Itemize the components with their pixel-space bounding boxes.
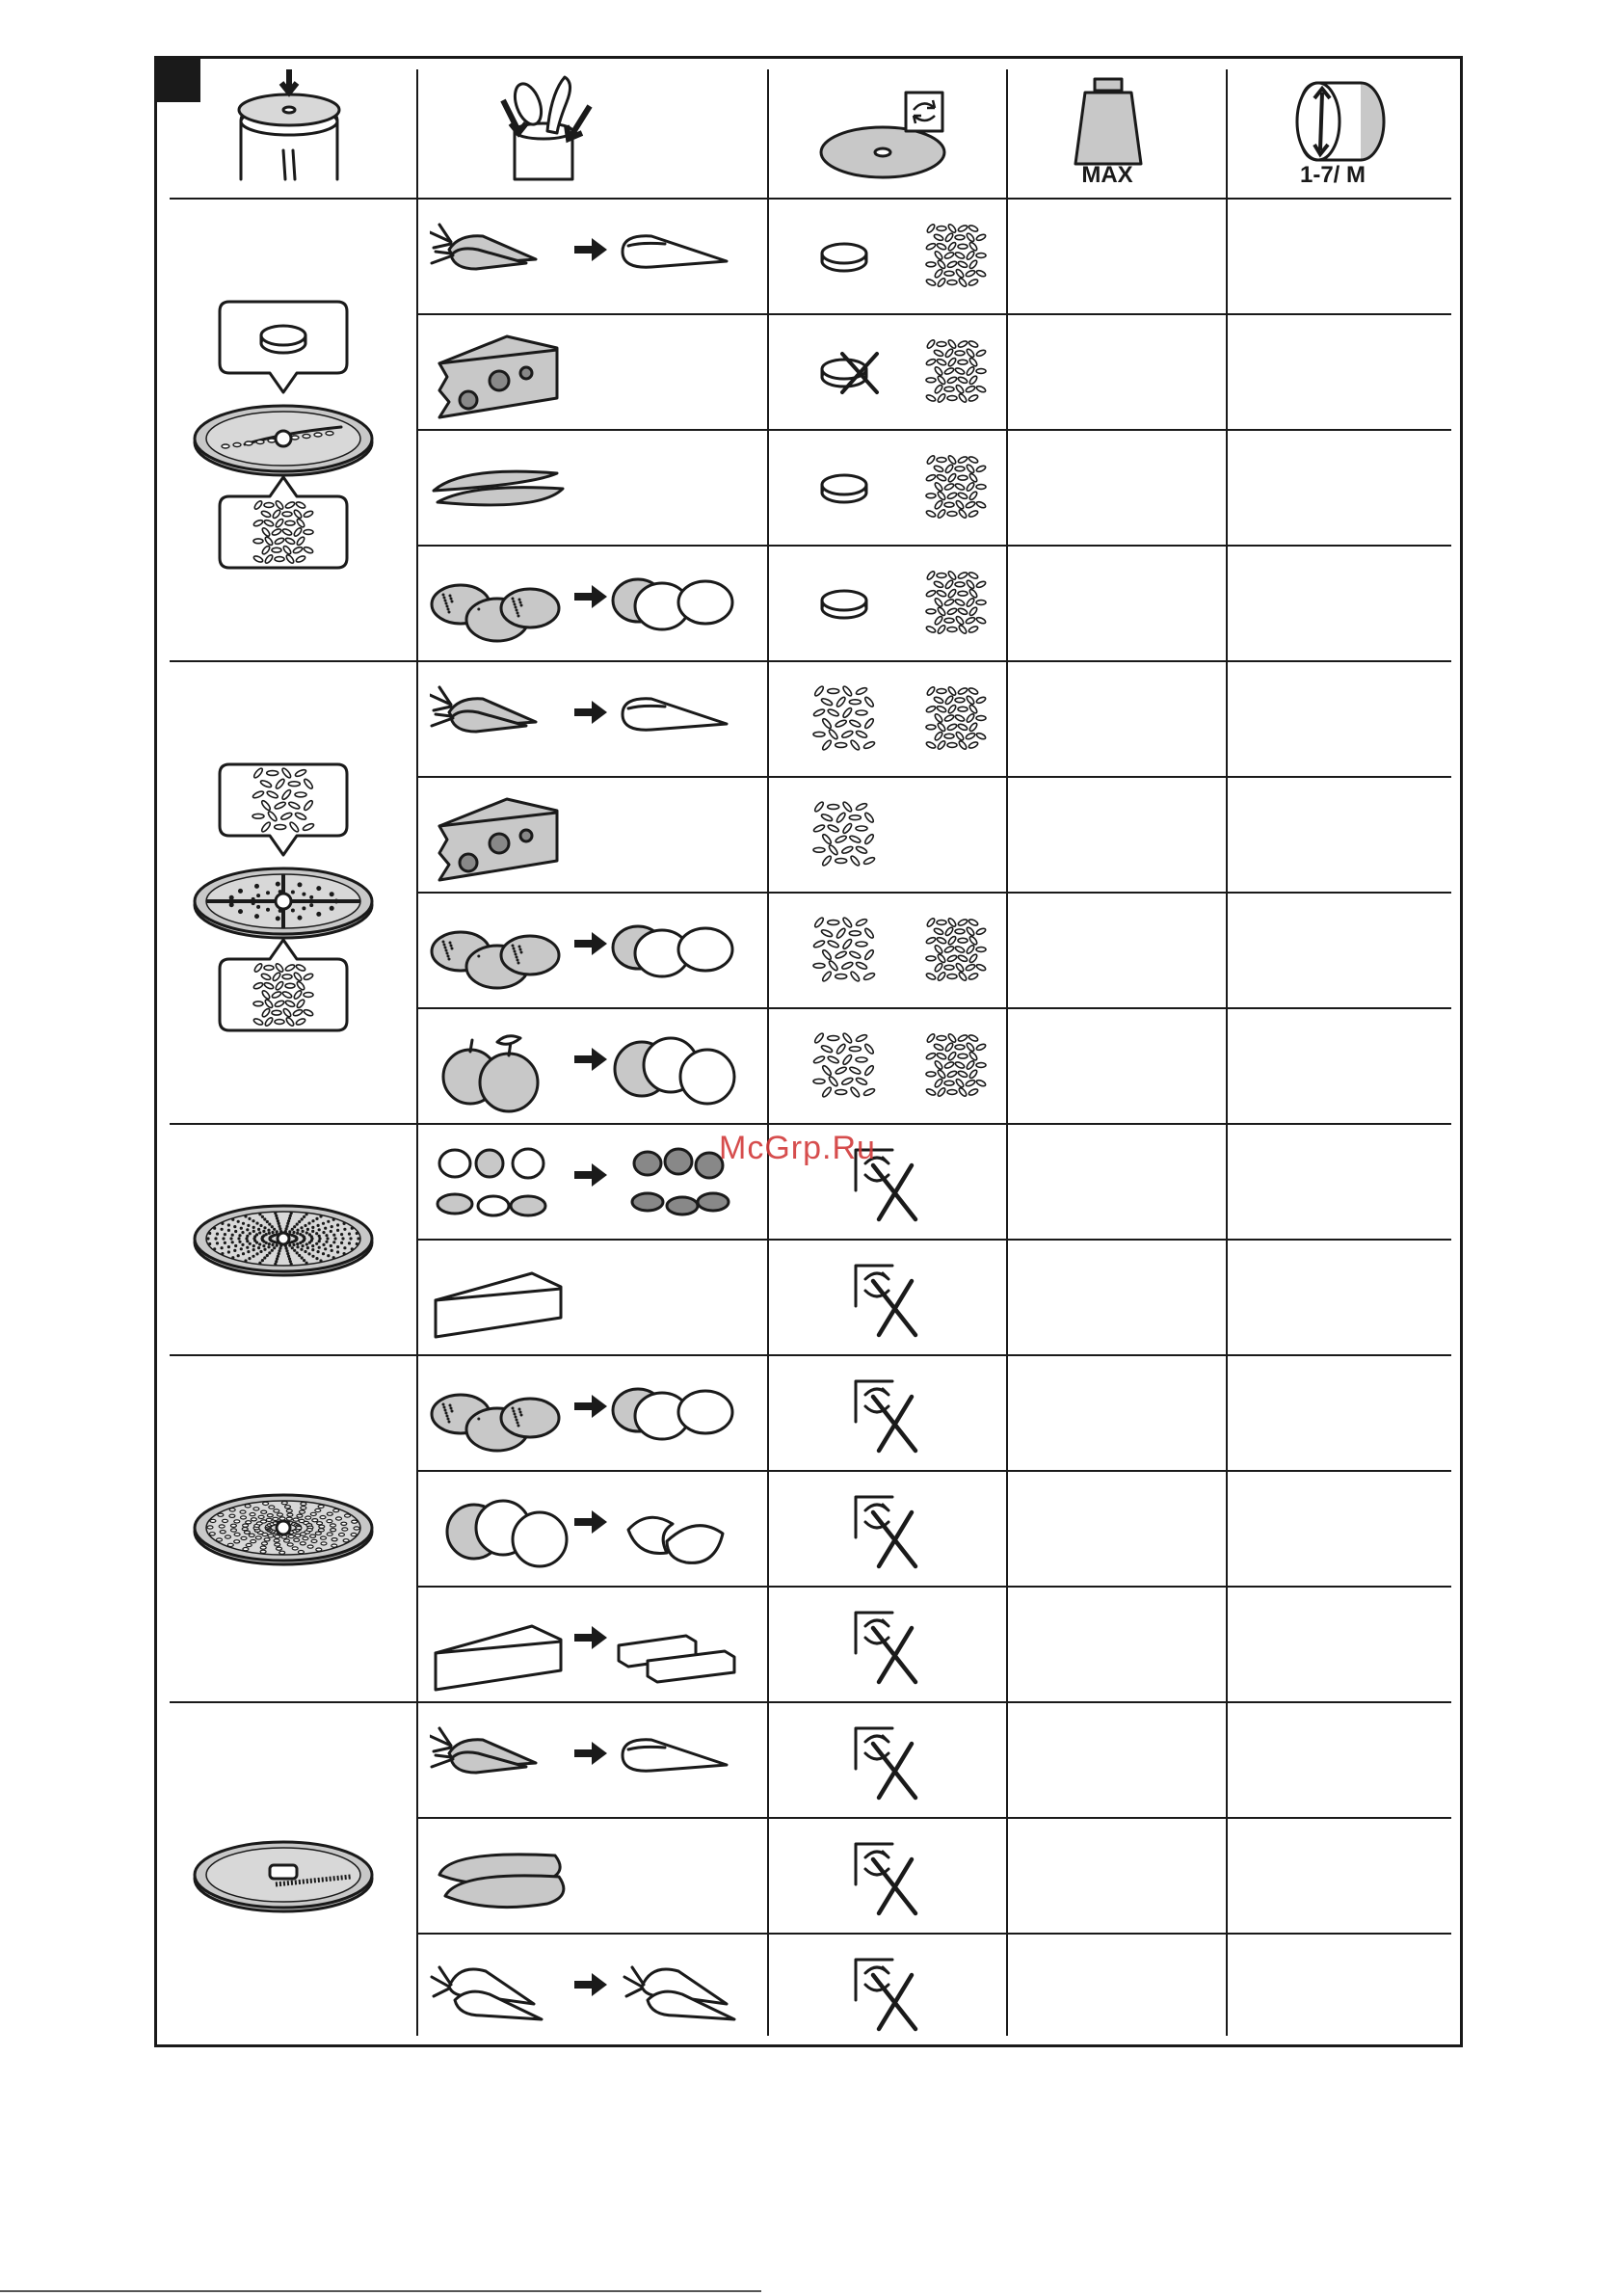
slice-side-not-allowed-icon: [806, 329, 892, 421]
not-reversible-icon: [829, 1370, 944, 1462]
hard-cheese-wedge-icon: [430, 1254, 748, 1347]
not-reversible-icon: [829, 1832, 944, 1925]
shred-coarse-icon: [806, 791, 892, 884]
row-divider: [416, 1817, 1451, 1819]
shred-fine-icon: [917, 213, 1004, 306]
cucumber-icon: [430, 444, 748, 537]
slice-side-icon: [806, 560, 892, 653]
row-divider: [416, 545, 1451, 547]
column-divider: [1226, 69, 1228, 2036]
zucchini-icon: [430, 1832, 748, 1925]
shred-coarse-icon: [806, 907, 892, 1000]
potato-grating-disc-icon: [187, 1480, 380, 1576]
shred-coarse-icon: [187, 757, 380, 863]
apple-peeled-icon: [430, 1023, 748, 1115]
fill-tube-icon: [447, 64, 640, 189]
row-divider: [416, 892, 1451, 894]
watermark: McGrp.Ru: [719, 1130, 876, 1166]
row-divider: [416, 313, 1451, 315]
footer-line: [0, 2290, 761, 2292]
not-reversible-icon: [829, 1717, 944, 1809]
carrot-peeled-icon: [430, 676, 748, 768]
column-divider: [1006, 69, 1008, 2036]
shred-fine-icon: [917, 676, 1004, 768]
slice-side-icon: [806, 444, 892, 537]
not-reversible-icon: [829, 1948, 944, 2041]
carrot-peeled-icon: [430, 213, 748, 306]
row-divider: [416, 1239, 1451, 1241]
cheese-icon: [430, 791, 748, 884]
shred-fine-icon: [187, 471, 380, 577]
cheese-icon: [430, 329, 748, 421]
shred-fine-icon: [187, 934, 380, 1040]
slice-side-icon: [187, 294, 380, 400]
row-divider: [416, 776, 1451, 778]
nuts-almonds-icon: [430, 1138, 748, 1231]
parsnip-peeled-icon: [430, 1948, 748, 2041]
max-label: MAX: [1081, 162, 1133, 188]
group-divider: [170, 1701, 1451, 1703]
julienne-disc-icon: [187, 1827, 380, 1923]
shred-fine-icon: [917, 907, 1004, 1000]
group-divider: [170, 660, 1451, 662]
potato-peeled-icon: [430, 907, 748, 1000]
row-divider: [416, 1007, 1451, 1009]
shred-fine-icon: [917, 444, 1004, 537]
potato-peeled-icon: [430, 560, 748, 653]
not-reversible-icon: [829, 1485, 944, 1578]
row-divider: [416, 1470, 1451, 1472]
grating-disc-fine-icon: [187, 1190, 380, 1287]
potato-peeled-icon: [430, 1370, 748, 1462]
speed-label: 1-7/ M: [1299, 162, 1366, 188]
row-divider: [416, 429, 1451, 431]
shred-coarse-icon: [806, 676, 892, 768]
not-reversible-icon: [829, 1254, 944, 1347]
slice-side-icon: [806, 213, 892, 306]
shred-fine-icon: [917, 1023, 1004, 1115]
header-divider: [170, 198, 1451, 200]
group-divider: [170, 1123, 1451, 1125]
cheese-wedge-sticks-icon: [430, 1601, 748, 1694]
shred-fine-icon: [917, 560, 1004, 653]
row-divider: [416, 1586, 1451, 1588]
row-divider: [416, 1933, 1451, 1935]
apple-pieces-icon: [430, 1485, 748, 1578]
not-reversible-icon: [829, 1601, 944, 1694]
shred-fine-icon: [917, 329, 1004, 421]
column-divider: [767, 69, 769, 2036]
group-divider: [170, 1354, 1451, 1356]
insert-disc-icon: [193, 64, 385, 189]
disc-reversible-icon: [796, 64, 989, 189]
shred-coarse-icon: [806, 1023, 892, 1115]
column-divider: [416, 69, 418, 2036]
carrot-peeled-icon: [430, 1717, 748, 1809]
